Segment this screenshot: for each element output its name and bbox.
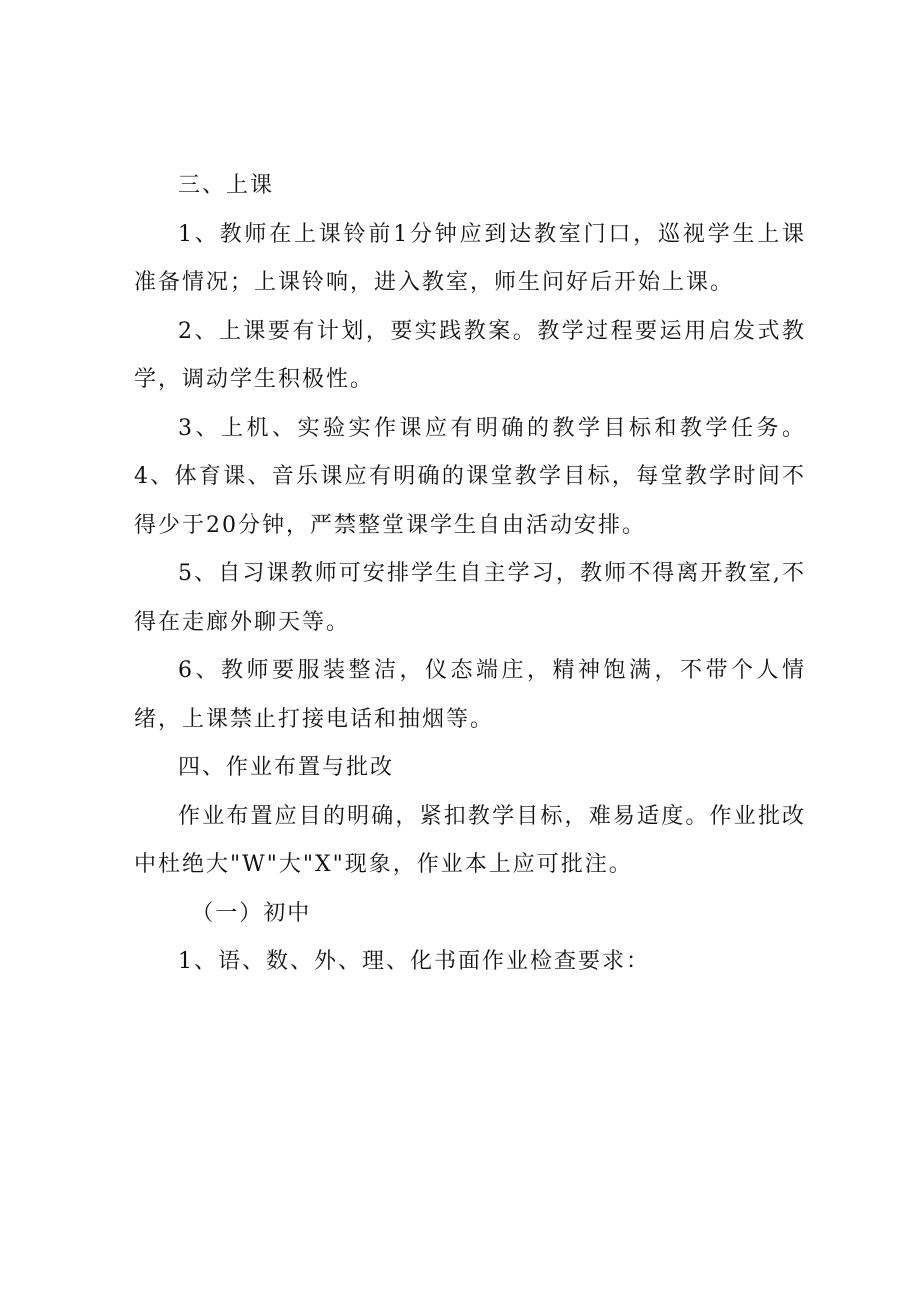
section-heading-homework: 四、作业布置与批改	[178, 755, 395, 780]
paragraph-1: 1、教师在上课铃前1分钟应到达教室门口，巡视学生上课准备情况；上课铃响，进入教室，师生问好后开始上课。	[134, 221, 806, 295]
paragraph-homework-check: 1、语、数、外、理、化书面作业检查要求：	[178, 949, 650, 974]
homework-paragraph: 作业布置应目的明确，紧扣教学目标，难易适度。作业批改中杜绝大"W"大"X"现象，作业本上应可批注。	[134, 803, 806, 877]
paragraph-3: 3、上机、实验实作课应有明确的教学目标和教学任务。4、体育课、音乐课应有明确的课堂教学目标，每堂教学时间不得少于20分钟，严禁整堂课学生自由活动安排。	[134, 415, 806, 538]
paragraph-5: 5、自习课教师可安排学生自主学习，教师不得离开教室,不得在走廊外聊天等。	[134, 561, 806, 635]
paragraph-2: 2、上课要有计划，要实践教案。教学过程要运用启发式教学，调动学生积极性。	[134, 318, 806, 392]
document-body	[134, 162, 806, 987]
paragraph-6: 6、教师要服装整洁，仪态端庄，精神饱满，不带个人情绪，上课禁止打接电话和抽烟等。	[134, 658, 806, 732]
subsection-heading-junior: （一）初中	[191, 900, 312, 926]
section-heading-class: 三、上课	[178, 173, 275, 198]
